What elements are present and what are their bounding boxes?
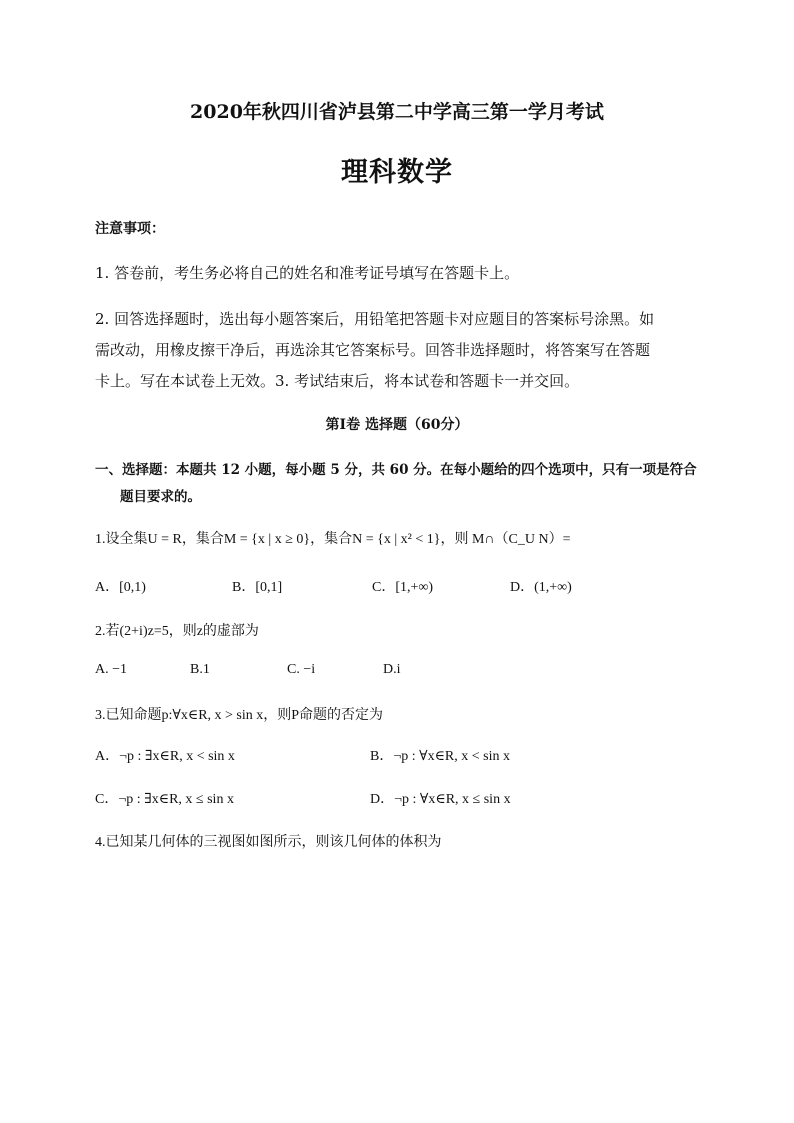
question-1-option-c: C．[1,+∞) [372,580,434,595]
question-1-option-d: D．(1,+∞) [510,580,572,595]
subject-title: 理科数学 [341,157,453,188]
note-item-1: 1. 答卷前，考生务必将自己的姓名和准考证号填写在答题卡上。 [95,264,520,282]
question-2-option-c: C. −i [287,662,316,677]
question-3-stem: 3.已知命题p:∀x∈R, x > sin x，则P命题的否定为 [95,708,384,723]
question-3-option-a: A．¬p : ∃x∈R, x < sin x [95,749,235,764]
exam-title: 2020年秋四川省泸县第二中学高三第一学月考试 [190,101,604,123]
question-2-stem: 2.若(2+i)z=5，则z的虚部为 [95,624,259,639]
notes-heading: 注意事项： [95,221,165,237]
section-instruction-line-2: 题目要求的。 [120,489,201,505]
note-item-2-line-2: 需改动，用橡皮擦干净后，再选涂其它答案标号。回答非选择题时，将答案写在答题 [95,341,651,359]
question-1-stem: 1.设全集U = R，集合M = {x | x ≥ 0}，集合N = {x | x² < 1}，则 M∩（C_U N）= [95,532,571,547]
question-3-option-c: C．¬p : ∃x∈R, x ≤ sin x [95,792,234,807]
note-item-2-line-1: 2. 回答选择题时，选出每小题答案后，用铅笔把答题卡对应题目的答案标号涂黑。如 [95,310,655,328]
question-1-option-a: A．[0,1) [95,580,146,595]
question-2-option-d: D.i [383,662,401,677]
question-2-option-b: B.1 [190,662,210,677]
question-1-option-b: B．[0,1] [232,580,283,595]
section-instruction-line-1: 一、选择题：本题共 12 小题，每小题 5 分，共 60 分。在每小题给的四个选项中，只有一项是符合 [95,462,697,478]
question-2-option-a: A. −1 [95,662,128,677]
question-4-stem: 4.已知某几何体的三视图如图所示，则该几何体的体积为 [95,835,442,850]
question-3-option-d: D．¬p : ∀x∈R, x ≤ sin x [370,792,511,807]
note-item-2-line-3: 卡上。写在本试卷上无效。3. 考试结束后，将本试卷和答题卡一并交回。 [95,372,580,390]
section-heading: 第Ⅰ卷 选择题（60分） [325,417,469,433]
question-3-option-b: B．¬p : ∀x∈R, x < sin x [370,749,511,764]
